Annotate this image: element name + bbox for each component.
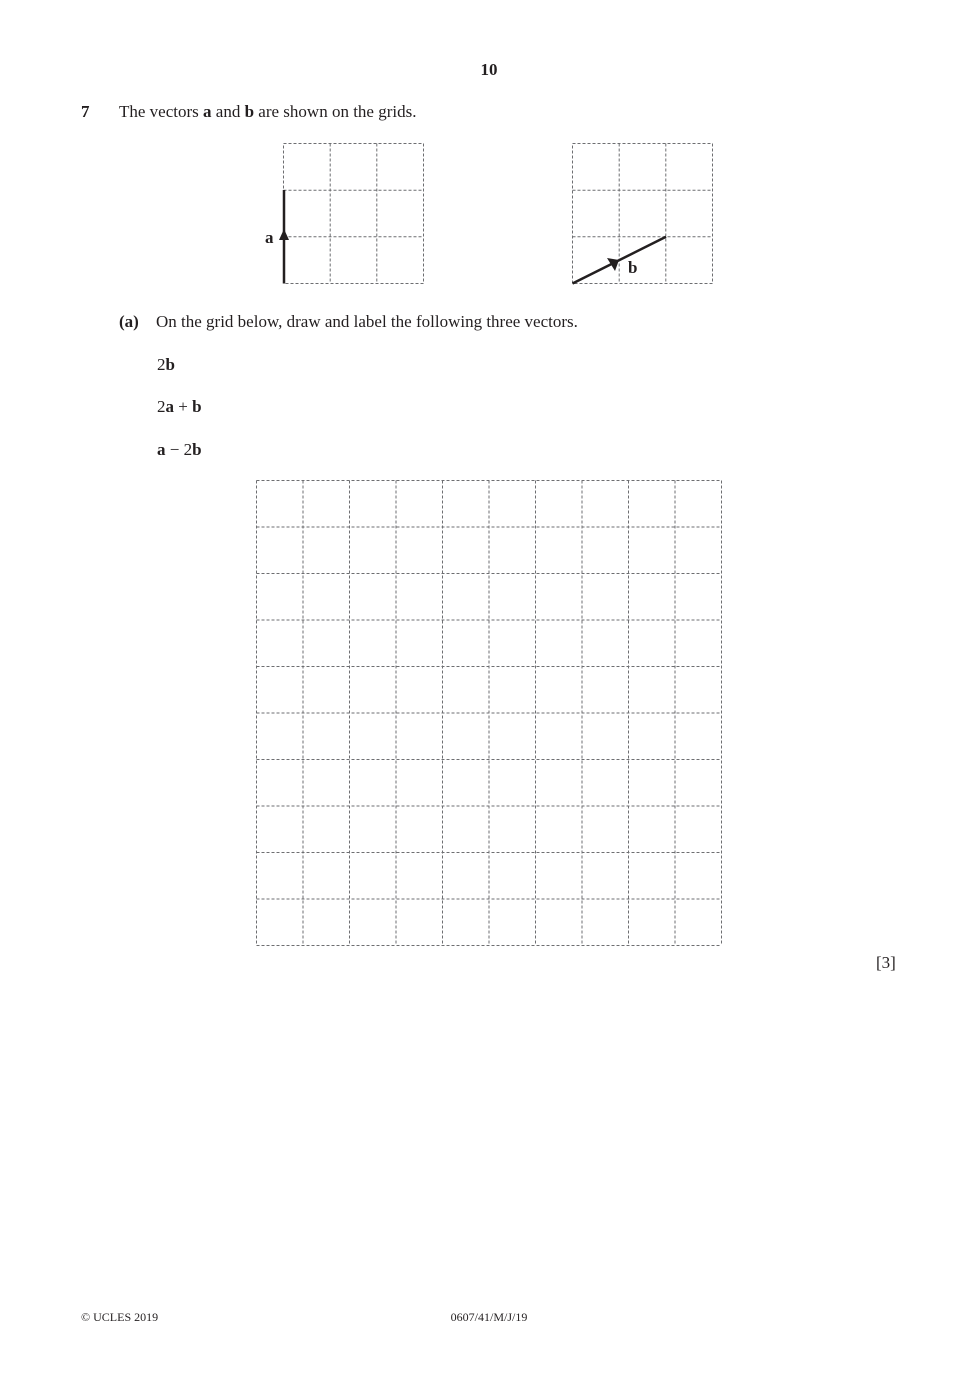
part-a-label: (a) — [119, 312, 139, 331]
expr-vector: b — [192, 440, 202, 459]
expr-vector: b — [165, 355, 175, 374]
vector-a-label: a — [265, 228, 274, 247]
part-a-text: On the grid below, draw and label the following three vectors. — [156, 312, 578, 331]
vector-a-arrow — [279, 190, 289, 284]
vector-expression-3 — [157, 440, 202, 460]
vector-expression-2 — [157, 397, 202, 417]
vector-b-name: b — [244, 102, 255, 121]
vector-b-grid — [569, 140, 719, 290]
expr-coefficient: 2 — [157, 355, 166, 374]
footer-copyright: © UCLES 2019 — [81, 1310, 159, 1324]
question-text-part: are shown on the grids. — [254, 102, 417, 121]
expr-vector: b — [192, 397, 202, 416]
vector-a-grid — [260, 140, 430, 290]
answer-grid[interactable] — [252, 476, 726, 950]
question-text-part: The vectors — [119, 102, 204, 121]
vector-a-name: a — [203, 102, 212, 121]
page-number: 10 — [480, 60, 498, 79]
expr-operator: − — [165, 440, 184, 459]
question-text — [119, 102, 416, 122]
footer-paper-code: 0607/41/M/J/19 — [450, 1310, 528, 1324]
expr-coefficient: 2 — [183, 440, 193, 459]
vector-b-label: b — [628, 258, 638, 277]
expr-coefficient: 2 — [157, 397, 166, 416]
marks-allocation: [3] — [876, 953, 896, 972]
question-number: 7 — [81, 102, 90, 121]
expr-vector: a — [165, 397, 174, 416]
question-text-part: and — [211, 102, 245, 121]
vector-expression-1 — [157, 355, 175, 375]
expr-vector: a — [157, 440, 166, 459]
expr-operator: + — [174, 397, 193, 416]
